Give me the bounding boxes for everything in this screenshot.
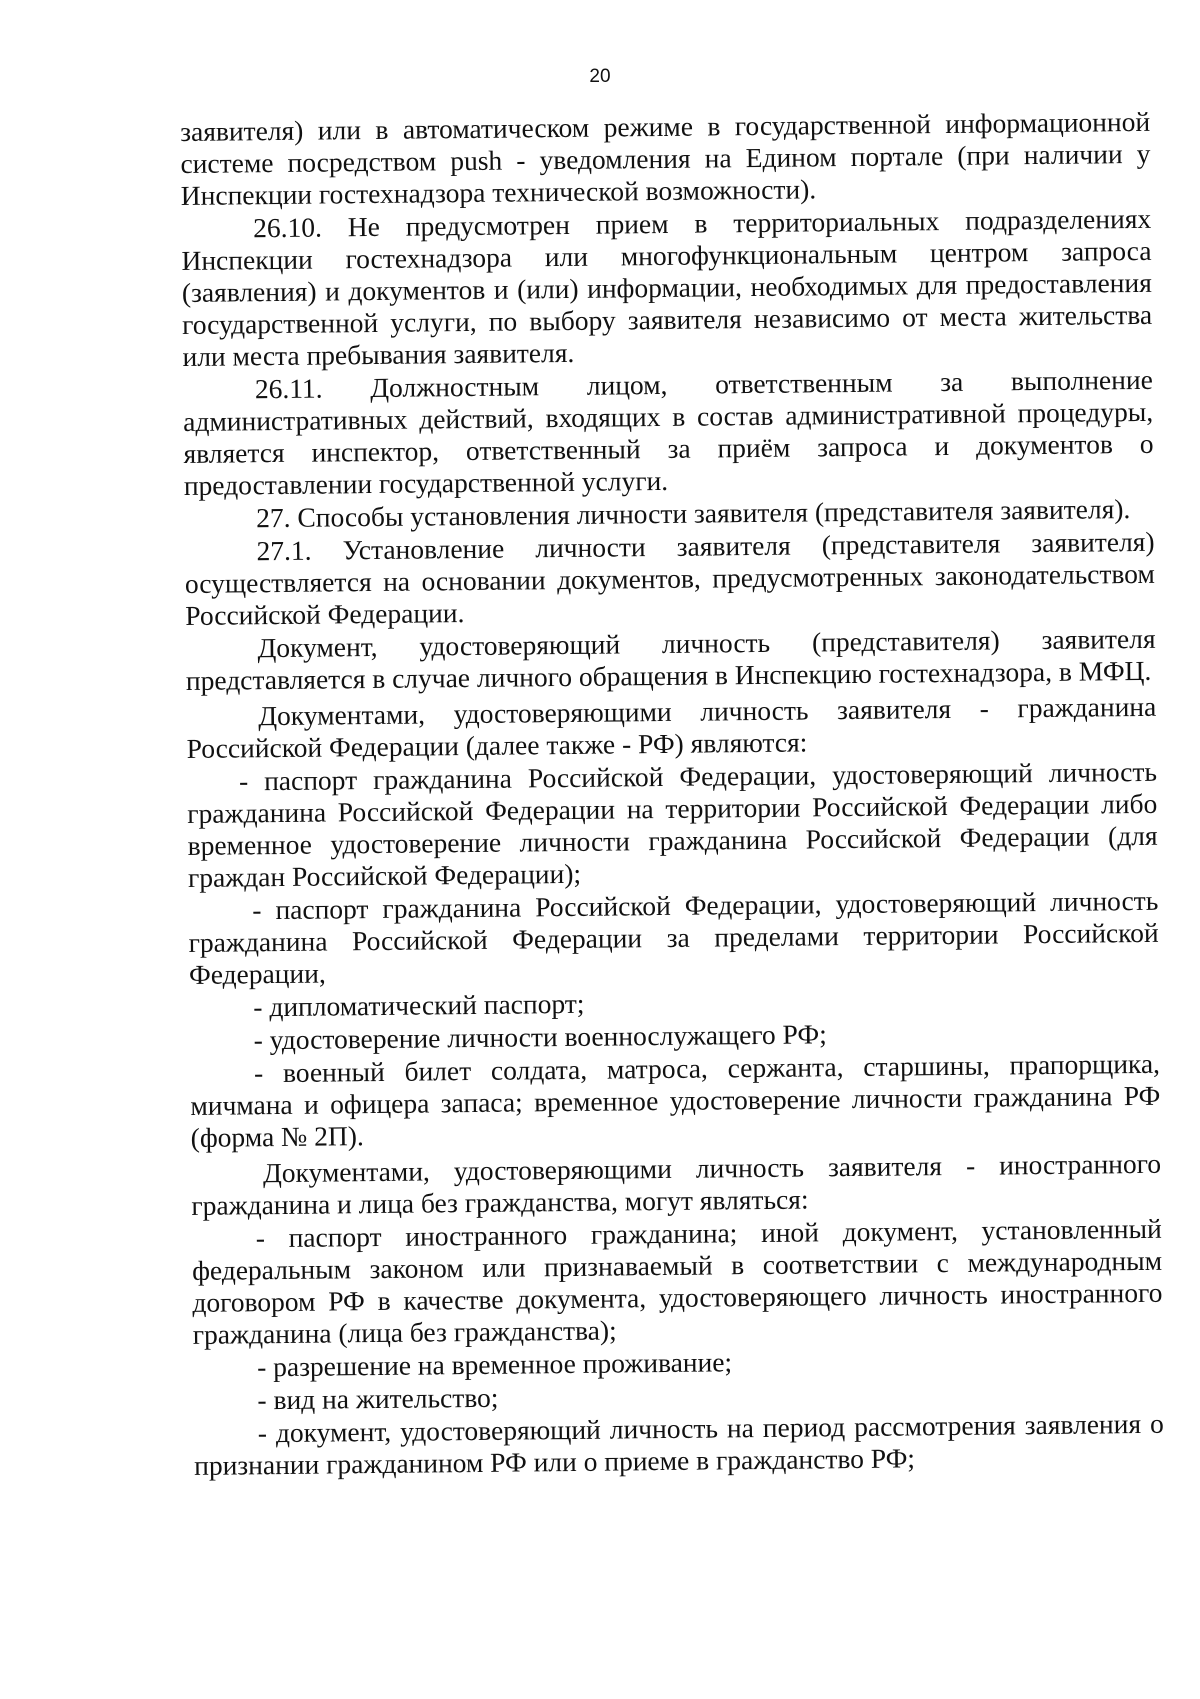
paragraph-27: 27. Способы установления личности заявителя (представителя заявителя). — [256, 493, 1131, 534]
page-number: 20 — [589, 66, 611, 87]
paragraph-identity-document: Документ, удостоверяющий личность (представителя) заявителя представляется в случае личного обращения в Инспекцию гостехнадзора, в МФЦ. — [185, 622, 1156, 696]
paragraph-continuation: заявителя) или в автоматическом режиме в государственной информационной системе посредством push - уведомления на Едином портале (при наличии у Инспекции гостехнадзора технической возможности). — [180, 105, 1151, 211]
list-item-military-ticket: - военный билет солдата, матроса, сержанта, старшины, прапорщика, мичмана и офицера запаса; временное удостоверение личности гражданина РФ (форма № 2П). — [190, 1047, 1161, 1153]
list-item-citizenship-review-document: - документ, удостоверяющий личность на период рассмотрения заявления о признании гражданином РФ или о приеме в гражданство РФ; — [193, 1407, 1164, 1481]
document-body — [180, 106, 1164, 1483]
list-item-military-id: - удостоверение личности военнослужащего РФ; — [253, 1018, 827, 1056]
list-item-diplomatic-passport: - дипломатический паспорт; — [253, 987, 585, 1023]
list-item-internal-passport: - паспорт гражданина Российской Федерации, удостоверяющий личность гражданина Российской Федерации на территории Российской Федерации либо временное удостоверение личности гражданина Российской Федерации (для граждан Российской Федерации); — [187, 755, 1158, 893]
list-item-foreign-citizen-passport: - паспорт иностранного гражданина; иной документ, установленный федеральным законом или признаваемый в соответствии с международным договором РФ в качестве документа, удостоверяющего личность иностранного гражданина (лица без гражданства); — [191, 1212, 1163, 1350]
paragraph-26-10: 26.10. Не предусмотрен прием в территориальных подразделениях Инспекции гостехнадзора или многофункциональным центром запроса (заявления) и документов и (или) информации, необходимых для предоставления государственной услуги, по выбору заявителя независимо от места жительства или места пребывания заявителя. — [181, 202, 1153, 372]
paragraph-foreigner-documents-intro: Документами, удостоверяющими личность заявителя - иностранного гражданина и лица без гражданства, могут являться: — [191, 1147, 1162, 1221]
list-item-residence-permit: - вид на жительство; — [257, 1381, 499, 1416]
paragraph-27-1: 27.1. Установление личности заявителя (представителя заявителя) осуществляется на основании документов, предусмотренных законодательством Российской Федерации. — [184, 525, 1156, 631]
list-item-temporary-residence: - разрешение на временное проживание; — [256, 1346, 733, 1383]
paragraph-citizen-documents-intro: Документами, удостоверяющими личность заявителя - гражданина Российской Федерации (далее также - РФ) являются: — [186, 690, 1157, 764]
paragraph-26-11: 26.11. Должностным лицом, ответственным за выполнение административных действий, входящих в состав административной процедуры, является инспектор, ответственный за приём запроса и документов о предоставлении государственной услуги. — [183, 363, 1154, 501]
list-item-foreign-passport: - паспорт гражданина Российской Федерации, удостоверяющий личность гражданина Российской Федерации за пределами территории Российской Федерации, — [188, 884, 1159, 990]
